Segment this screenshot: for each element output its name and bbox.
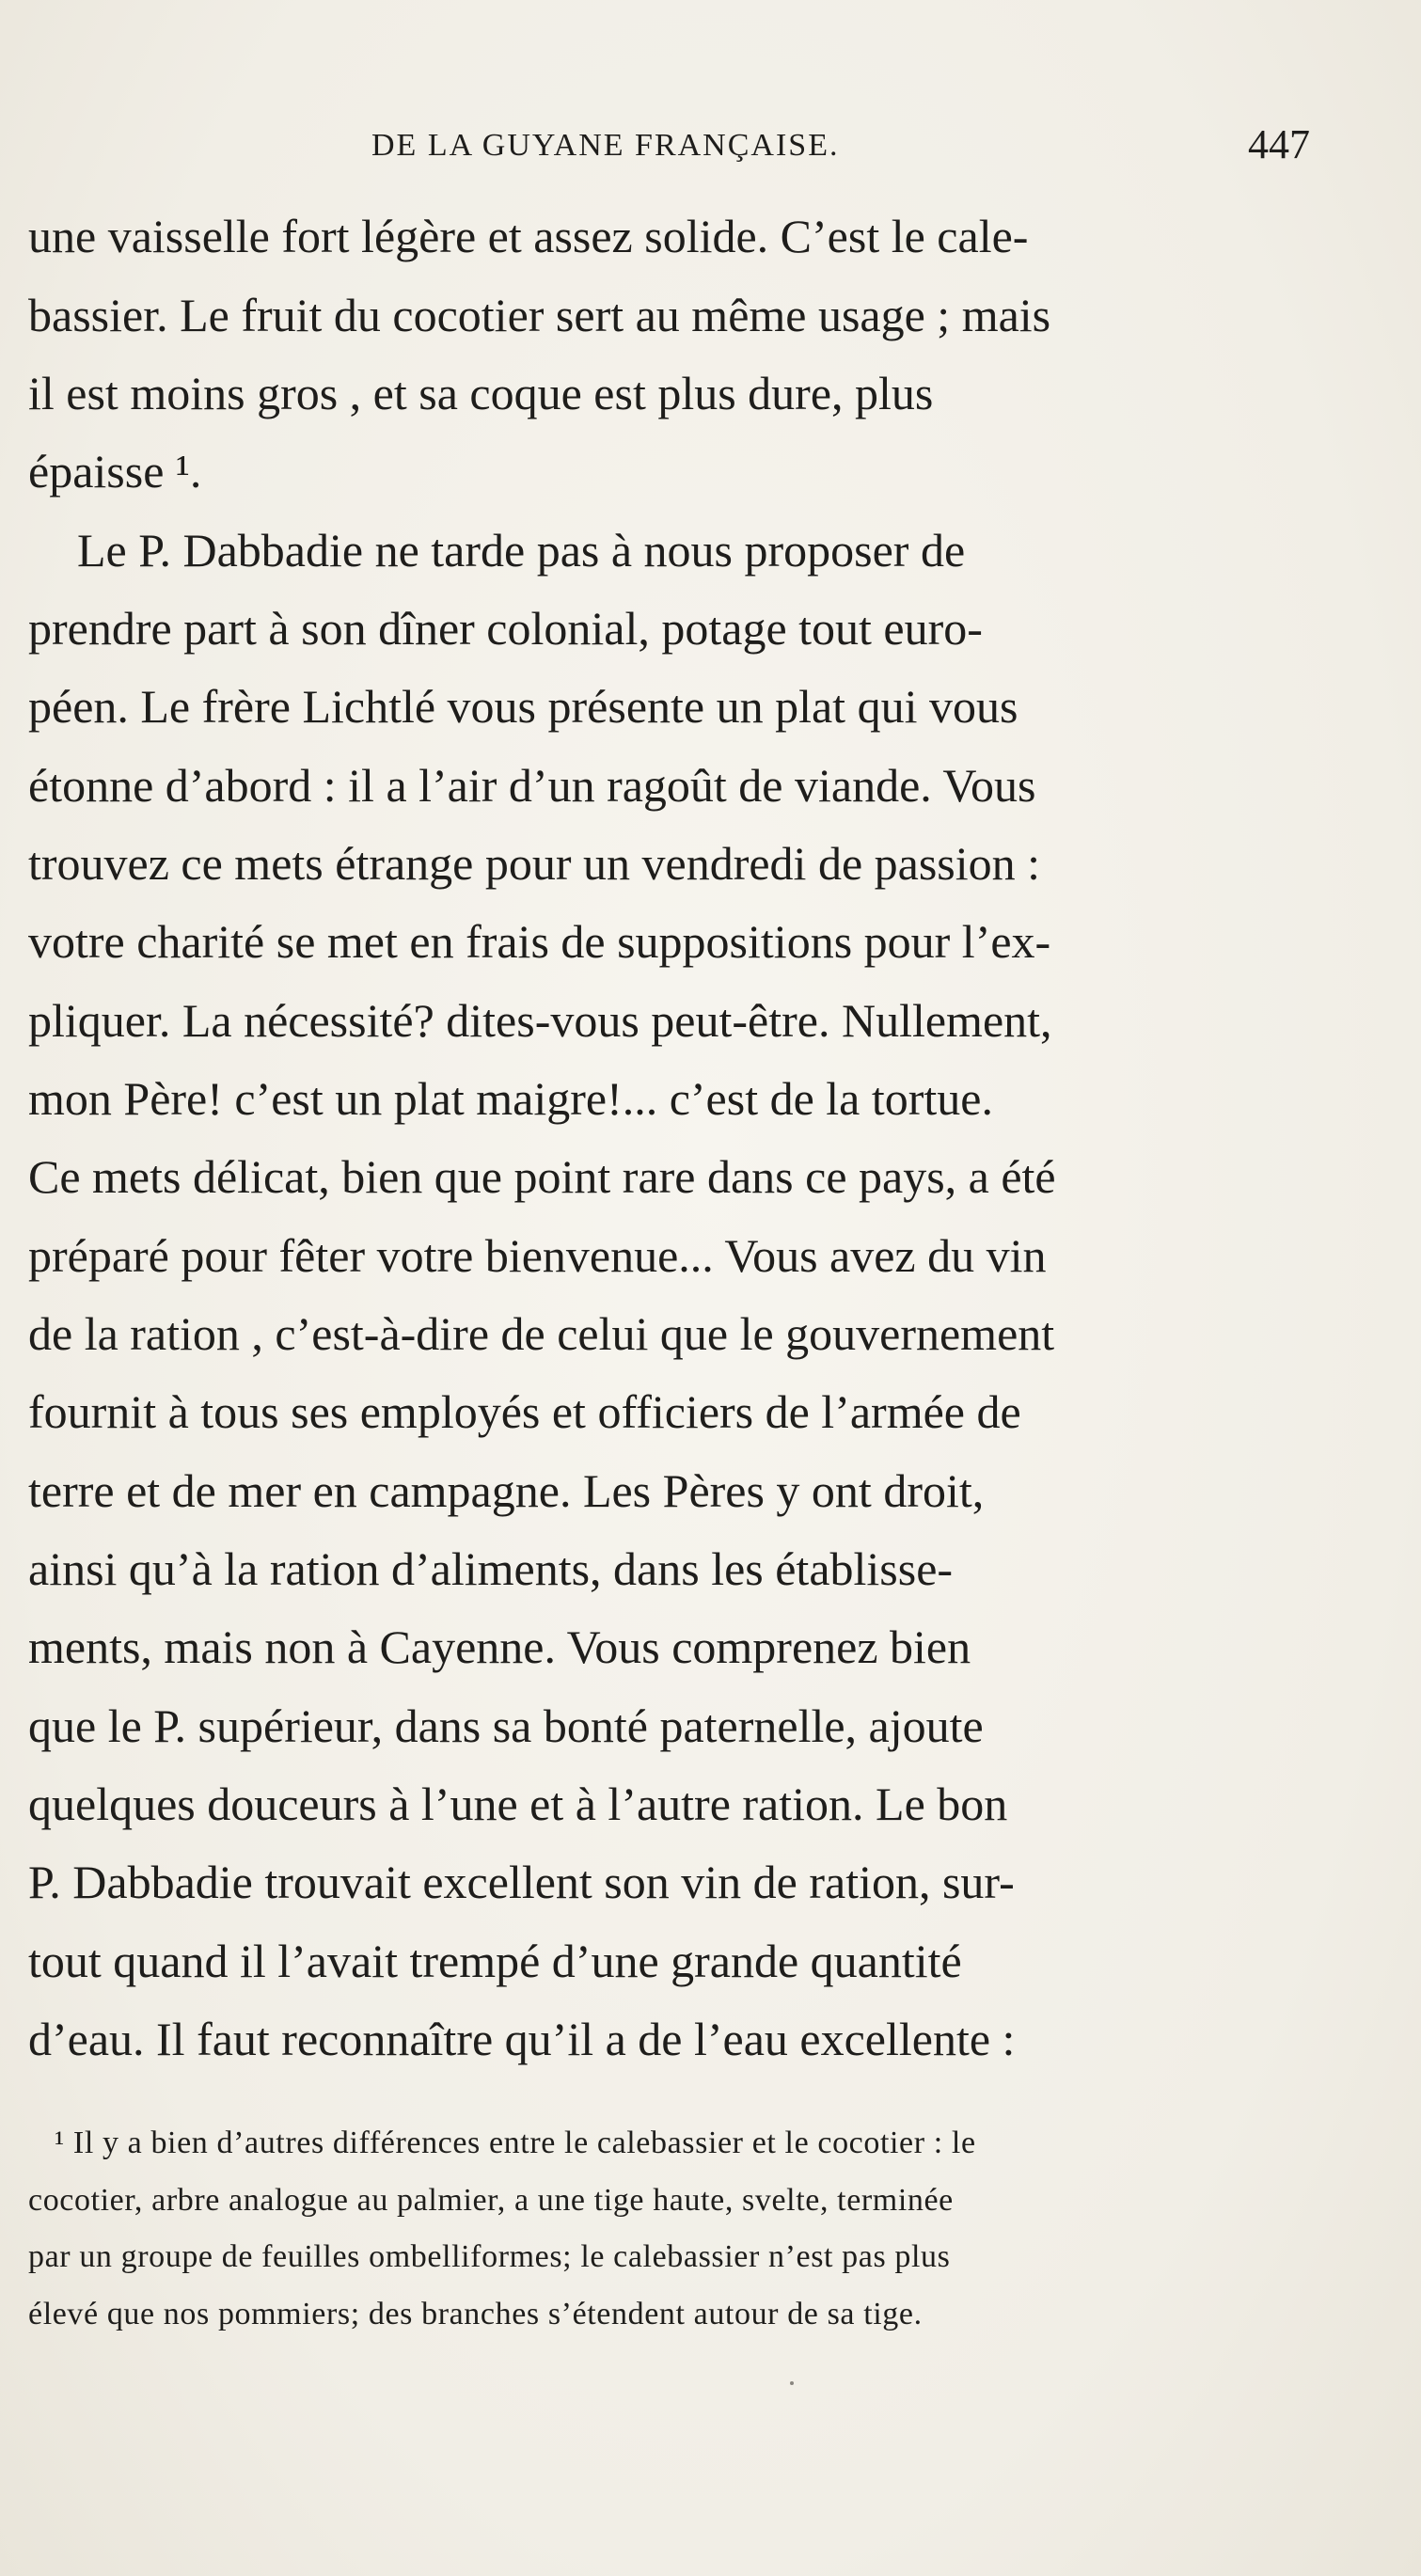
text-line: bassier. Le fruit du cocotier sert au même usage ; mais <box>28 289 1051 341</box>
text-line: une vaisselle fort légère et assez solide. C’est le cale- <box>28 210 1029 262</box>
text-line: votre charité se met en frais de suppositions pour l’ex- <box>28 915 1051 968</box>
text-line: pliquer. La nécessité? dites-vous peut-être. Nullement, <box>28 994 1052 1047</box>
paper-speck <box>790 2381 794 2385</box>
text-line: d’eau. Il faut reconnaître qu’il a de l’eau excellente : <box>28 2013 1016 2065</box>
text-line: fournit à tous ses employés et officiers de l’armée de <box>28 1385 1021 1438</box>
text-line: Ce mets délicat, bien que point rare dans ce pays, a été <box>28 1150 1056 1203</box>
text-line: ainsi qu’à la ration d’aliments, dans les établisse- <box>28 1542 954 1595</box>
text-line: que le P. supérieur, dans sa bonté paternelle, ajoute <box>28 1699 984 1752</box>
text-line: étonne d’abord : il a l’air d’un ragoût de viande. Vous <box>28 759 1036 812</box>
page-header <box>371 120 1310 169</box>
text-line: péen. Le frère Lichtlé vous présente un plat qui vous <box>28 680 1018 733</box>
text-line: prendre part à son dîner colonial, potage tout euro- <box>28 602 983 655</box>
text-line: épaisse ¹. <box>28 445 202 498</box>
footnote-line: cocotier, arbre analogue au palmier, a une tige haute, svelte, terminée <box>28 2183 954 2218</box>
text-line: ments, mais non à Cayenne. Vous comprenez bien <box>28 1620 971 1673</box>
text-line: P. Dabbadie trouvait excellent son vin de ration, sur- <box>28 1856 1015 1908</box>
text-line: il est moins gros , et sa coque est plus dure, plus <box>28 367 934 419</box>
page-number: 447 <box>1248 121 1310 167</box>
footnote-line: par un groupe de feuilles ombelliformes; le calebassier n’est pas plus <box>28 2239 951 2274</box>
text-line: terre et de mer en campagne. Les Pères y ont droit, <box>28 1464 985 1517</box>
text-line: préparé pour fêter votre bienvenue... Vous avez du vin <box>28 1229 1047 1282</box>
footnote-line: élevé que nos pommiers; des branches s’étendent autour de sa tige. <box>28 2297 923 2331</box>
text-line: tout quand il l’avait trempé d’une grande quantité <box>28 1935 962 1987</box>
footnote-line: ¹ Il y a bien d’autres différences entre le calebassier et le cocotier : le <box>55 2126 976 2160</box>
running-head: DE LA GUYANE FRANÇAISE. <box>371 128 840 163</box>
text-line: quelques douceurs à l’une et à l’autre ration. Le bon <box>28 1778 1008 1830</box>
text-line: de la ration , c’est-à-dire de celui que le gouvernement <box>28 1307 1055 1360</box>
text-line: trouvez ce mets étrange pour un vendredi de passion : <box>28 837 1041 890</box>
text-line: mon Père! c’est un plat maigre!... c’est de la tortue. <box>28 1072 994 1125</box>
text-line: Le P. Dabbadie ne tarde pas à nous proposer de <box>77 524 966 577</box>
